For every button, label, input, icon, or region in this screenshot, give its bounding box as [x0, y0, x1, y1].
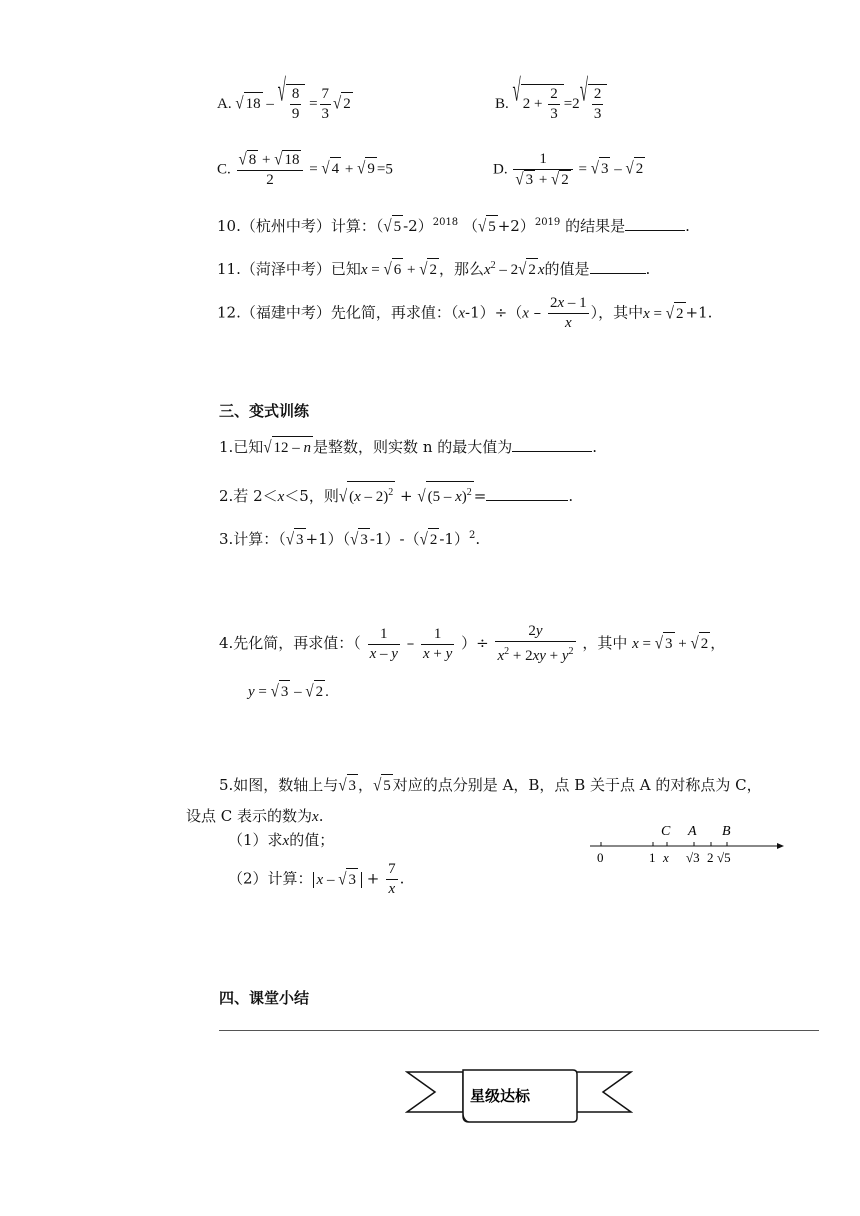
exercise-4: 4.先化简，再求值：（ $\frac{1}{x - y}$ – $\frac{1}{x + y}$ ）÷ $\frac{2y}{x^2 + 2xy + y^2}$ ，其中 x = √ 3 + √ 2 ，	[219, 623, 726, 664]
ribbon-banner	[405, 1064, 633, 1128]
exercise-5-line2: 设点 C 表示的数为x.	[186, 807, 324, 825]
sqrt-2-2-3: √ 2 + $\frac{2}{3}$	[513, 84, 564, 124]
axis-arrow	[777, 843, 784, 849]
label-c: C	[661, 824, 671, 839]
answer-blank[interactable]	[590, 259, 646, 274]
label-a: A	[688, 824, 697, 839]
exercise-4-y: y = √ 3 – √ 2 .	[248, 680, 329, 703]
question-11: 11.（菏泽中考）已知x = √ 6 + √ 2 ，那么$x^2 - 2√$ 2 x的值是 .	[217, 260, 651, 280]
option-b: B. √ 2 + $\frac{2}{3}$ =2√ $\frac{2}{3}$	[495, 84, 607, 124]
option-c: C. $\frac{√ 8 + √ 18}{2}$ = √ 4 + √ 9 =5	[217, 150, 393, 188]
exercise-2: 2.若 2＜x＜5，则√ (x – 2)$^2$ + √ (5 – x)$^2$ = .	[219, 481, 573, 508]
divider	[219, 1030, 819, 1031]
question-10: 10.（杭州中考）计算：（√ 5 -2）$^{2018}$ （√ 5 +2）$^{2019}$ 的结果是 .	[217, 217, 690, 237]
exercise-5-line1: 5.如图，数轴上与√ 3 ，√ 5 对应的点分别是 A，B，点 B 关于点 A 的对称点为 C，	[219, 776, 762, 796]
exercise-1: 1.已知√ 12 – n 是整数，则实数 n 的最大值为 .	[219, 438, 598, 458]
label-b: B	[722, 824, 731, 839]
tick-label-0: 0	[597, 850, 604, 865]
tick-label-2: 2	[707, 850, 714, 865]
number-line	[585, 818, 785, 870]
tick-label-sqrt3: √3	[686, 850, 700, 865]
ribbon-right-tail	[575, 1072, 631, 1112]
answer-blank[interactable]	[512, 437, 592, 452]
sqrt-18: √ 18	[235, 92, 262, 115]
tick-label-1: 1	[649, 850, 656, 865]
banner-text: 星级达标	[470, 1087, 531, 1105]
option-label: A.	[217, 95, 232, 112]
answer-blank[interactable]	[625, 216, 685, 231]
exercise-5-sub2: （2）计算： x – √ 3 + $\frac{7}{x}$ .	[228, 861, 405, 897]
section-title-4: 四、课堂小结	[219, 989, 310, 1007]
option-d: D. $\frac{1}{√ 3 + √ 2}$ = √ 3 – √ 2	[493, 151, 644, 190]
answer-blank[interactable]	[486, 486, 568, 501]
tick-label-sqrt5: √5	[717, 850, 731, 865]
option-a: A. √ 18 – √ $\frac{8}{9}$ = $\frac{7}{3}$ √ 2	[217, 75, 351, 122]
question-12: 12.（福建中考）先化简，再求值：（x-1）÷（x – $\frac{2x - 1}{x}$ ），其中x = √ 2 +1.	[217, 295, 713, 331]
sqrt-8-9: √ $\frac{8}{9}$	[278, 84, 306, 124]
ribbon-left-tail	[407, 1072, 463, 1112]
exercise-5-sub1: （1）求x的值；	[228, 831, 335, 849]
section-title-3: 三、变式训练	[219, 402, 310, 420]
exercise-3: 3.计算：（√ 3 +1）（√ 3 -1）-（√ 2 -1）$^2$.	[219, 530, 481, 550]
tick-label-x: x	[663, 850, 669, 865]
